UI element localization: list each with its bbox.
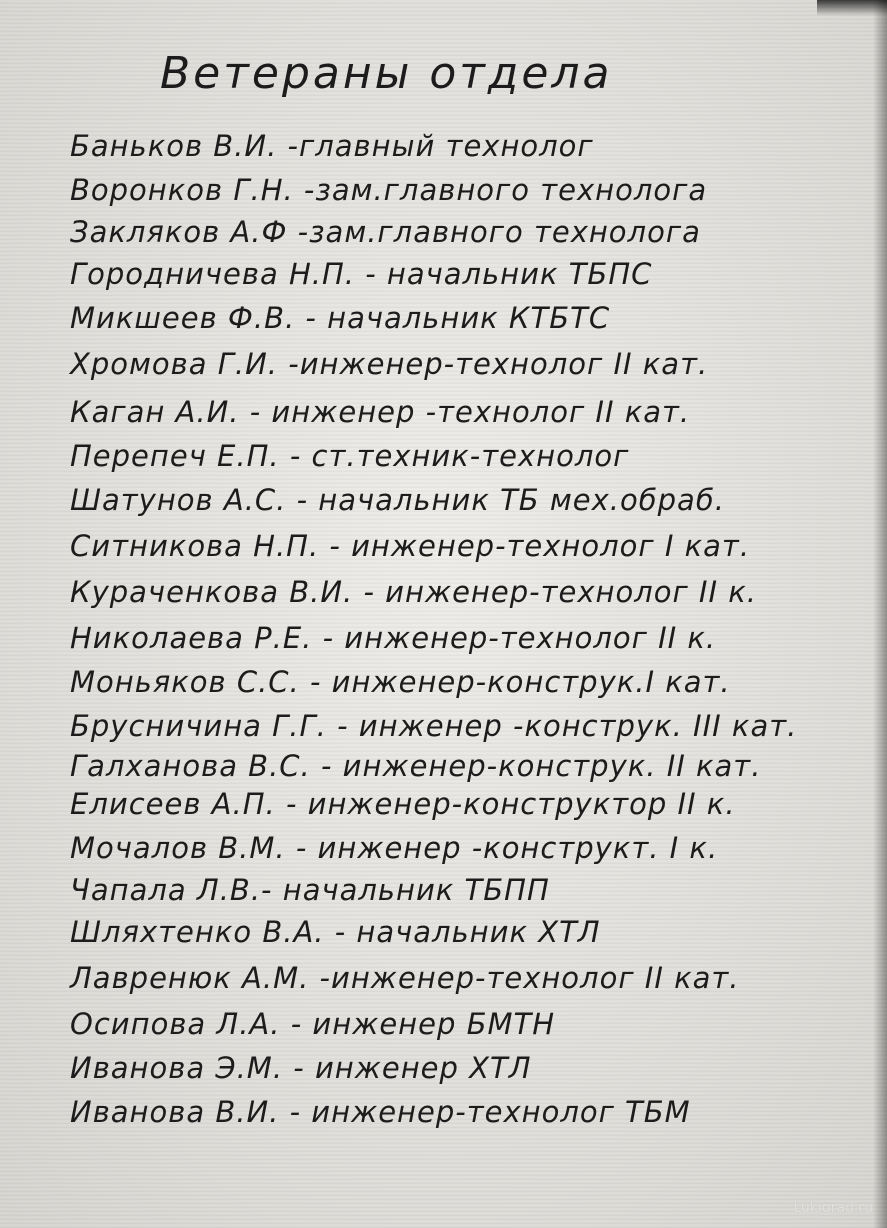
- veteran-line: Чапала Л.В.- начальник ТБПП: [70, 873, 550, 907]
- veteran-line: Иванова Э.М. - инженер ХТЛ: [70, 1051, 532, 1085]
- page-right-shadow: [873, 0, 887, 1228]
- veteran-line: Микшеев Ф.В. - начальник КТБТС: [70, 301, 611, 335]
- veteran-line: Хромова Г.И. -инженер-технолог II кат.: [70, 347, 709, 381]
- veteran-line: Перепеч Е.П. - ст.техник-технолог: [70, 439, 630, 473]
- veteran-line: Шатунов А.С. - начальник ТБ мех.обраб.: [70, 483, 725, 517]
- veteran-line: Галханова В.С. - инженер-конструк. II кат.: [70, 749, 762, 783]
- watermark-text: Lukigrad.ru: [793, 1200, 873, 1216]
- veteran-line: Кураченкова В.И. - инженер-технолог II к.: [70, 575, 757, 609]
- veteran-line: Ситникова Н.П. - инженер-технолог I кат.: [70, 529, 751, 563]
- veteran-line: Городничева Н.П. - начальник ТБПС: [70, 257, 653, 291]
- veteran-line: Николаева Р.Е. - инженер-технолог II к.: [70, 621, 717, 655]
- veteran-line: Шляхтенко В.А. - начальник ХТЛ: [70, 915, 601, 949]
- veteran-line: Мочалов В.М. - инженер -конструкт. I к.: [70, 831, 719, 865]
- veteran-line: Закляков А.Ф -зам.главного технолога: [70, 215, 701, 249]
- veteran-line: Иванова В.И. - инженер-технолог ТБМ: [70, 1095, 691, 1129]
- veteran-line: Елисеев А.П. - инженер-конструктор II к.: [70, 787, 736, 821]
- veteran-line: Осипова Л.А. - инженер БМТН: [70, 1007, 556, 1041]
- veteran-line: Каган А.И. - инженер -технолог II кат.: [70, 395, 691, 429]
- veteran-line: Брусничина Г.Г. - инженер -конструк. III кат.: [70, 709, 798, 743]
- document-title: Ветераны отдела: [160, 48, 613, 99]
- veteran-line: Лавренюк А.М. -инженер-технолог II кат.: [70, 961, 740, 995]
- veteran-line: Моньяков С.С. - инженер-конструк.I кат.: [70, 665, 731, 699]
- veteran-line: Баньков В.И. -главный технолог: [70, 129, 594, 163]
- veteran-line: Воронков Г.Н. -зам.главного технолога: [70, 173, 708, 207]
